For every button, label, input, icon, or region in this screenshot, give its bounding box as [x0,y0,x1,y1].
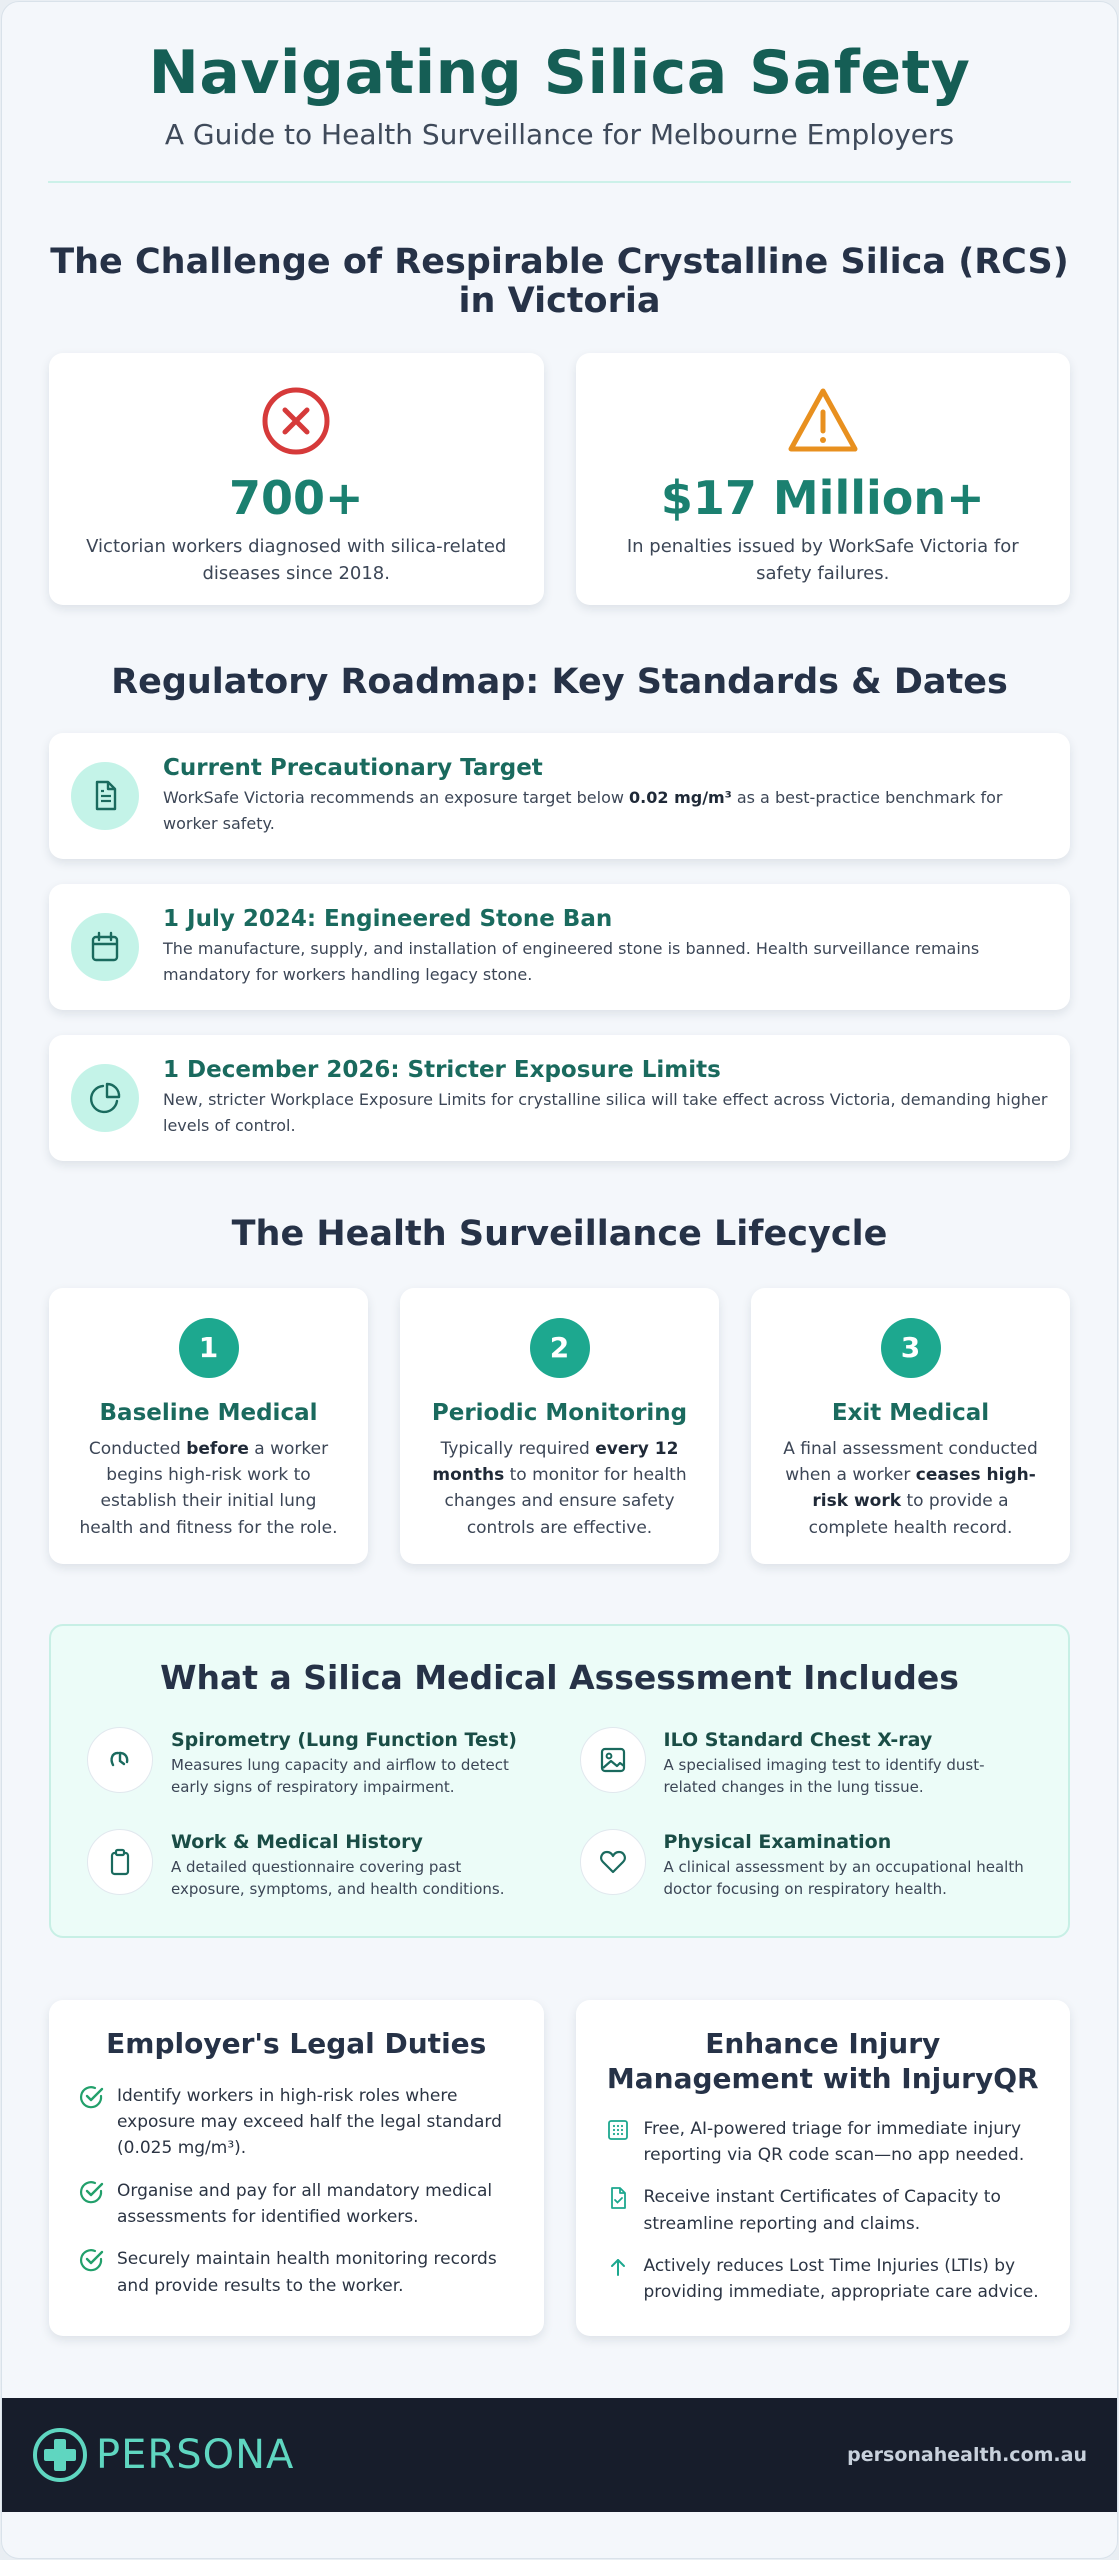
assessment-item-spirometry [87,1727,540,1799]
roadmap-list [49,733,1070,1161]
certificate-icon [606,2186,630,2210]
roadmap-heading: Regulatory Roadmap: Key Standards & Dates [111,662,1008,703]
roadmap-item-precautionary-target [49,733,1070,859]
stat-card-diagnoses [49,353,544,605]
bottom-cards [49,2000,1070,2336]
x-circle-icon [260,385,332,457]
assessment-item-xray [580,1727,1033,1799]
duty-item [79,2178,514,2231]
document-icon [88,779,122,813]
heart-icon [580,1829,646,1895]
warning-triangle-icon [787,385,859,457]
injuryqr-card [576,2000,1071,2336]
lifecycle-steps [49,1288,1070,1564]
assessment-item-body: Measures lung capacity and airflow to detect early signs of respiratory impairment. [171,1755,509,1797]
lifecycle-heading: The Health Surveillance Lifecycle [231,1213,888,1254]
legal-duties-card [49,2000,544,2336]
step-number-badge: 1 [179,1318,239,1378]
step-description: Typically required every 12 months to monitor for health changes and ensure safety controls are effective. [432,1438,687,1538]
assessment-heading: What a Silica Medical Assessment Includes [160,1657,959,1697]
header-divider [48,181,1071,183]
roadmap-item-title: 1 December 2026: Stricter Exposure Limits [163,1056,721,1083]
roadmap-item-exposure-limits [49,1035,1070,1161]
roadmap-item-title: Current Precautionary Target [163,754,543,781]
assessment-item-body: A detailed questionnaire covering past exposure, symptoms, and health conditions. [171,1857,505,1899]
page-title: Navigating Silica Safety [148,38,971,108]
injuryqr-item [606,2184,1041,2237]
assessment-item-title: ILO Standard Chest X-ray [663,1728,933,1751]
assessment-item-body: A clinical assessment by an occupational health doctor focusing on respiratory health. [663,1857,1024,1899]
duty-text: Identify workers in high-risk roles where exposure may exceed half the legal standard (0.025 mg/m³). [117,2085,502,2159]
check-circle-icon [79,2179,105,2205]
lungs-icon [87,1727,153,1793]
arrow-up-icon [606,2255,630,2279]
road-icon-badge [71,1064,139,1132]
stat-description: Victorian workers diagnosed with silica-related diseases since 2018. [86,536,507,585]
qr-grid-icon [606,2118,630,2142]
page-subtitle: A Guide to Health Surveillance for Melbourne Employers [164,118,955,151]
challenge-stats [49,353,1070,605]
stat-value: 700+ [228,471,364,526]
infographic-page [1,1,1118,2559]
website-link[interactable]: personahealth.com.au [847,2444,1087,2466]
assessment-item-title: Spirometry (Lung Function Test) [171,1728,517,1751]
duty-text: Securely maintain health monitoring records and provide results to the worker. [117,2249,497,2296]
assessment-panel [49,1624,1070,1938]
assessment-item-body: A specialised imaging test to identify dust-related changes in the lung tissue. [663,1755,985,1797]
header [2,2,1117,151]
step-title: Baseline Medical [99,1399,318,1426]
roadmap-item-stone-ban [49,884,1070,1010]
assessment-item-title: Work & Medical History [171,1830,423,1853]
step-number-badge: 3 [881,1318,941,1378]
assessment-item-title: Physical Examination [663,1830,892,1853]
step-card-baseline [49,1288,368,1564]
injuryqr-text: Actively reduces Lost Time Injuries (LTIs) by providing immediate, appropriate care advice. [643,2256,1039,2303]
duty-text: Organise and pay for all mandatory medical assessments for identified workers. [117,2180,493,2228]
step-card-periodic [400,1288,719,1564]
step-card-exit [751,1288,1070,1564]
injuryqr-list [606,2116,1041,2306]
persona-logo[interactable] [32,2427,294,2483]
pie-chart-icon [88,1081,122,1115]
stat-value: $17 Million+ [660,471,985,526]
roadmap-item-body: New, stricter Workplace Exposure Limits for crystalline silica will take effect across Victoria, demanding higher levels of control. [163,1089,1048,1135]
step-title: Exit Medical [831,1399,990,1426]
legal-duties-heading: Employer's Legal Duties [106,2026,487,2060]
injuryqr-item [606,2116,1041,2169]
assessment-item-history [87,1829,540,1901]
roadmap-item-title: 1 July 2024: Engineered Stone Ban [163,905,613,932]
clipboard-icon [87,1829,153,1895]
stat-card-penalties [576,353,1071,605]
step-title: Periodic Monitoring [431,1399,688,1426]
duty-list [79,2083,514,2299]
stat-description: In penalties issued by WorkSafe Victoria for safety failures. [626,536,1019,585]
duty-item [79,2083,514,2162]
calendar-icon [88,930,122,964]
assessment-grid [87,1727,1032,1901]
injuryqr-heading: Enhance Injury Management with InjuryQR [606,2026,1039,2095]
check-circle-icon [79,2247,105,2273]
step-description: Conducted before a worker begins high-risk work to establish their initial lung health and fitness for the role. [79,1438,338,1538]
duty-item [79,2246,514,2299]
challenge-heading: The Challenge of Respirable Crystalline Silica (RCS) in Victoria [50,242,1069,322]
road-icon-badge [71,913,139,981]
injuryqr-text: Free, AI-powered triage for immediate injury reporting via QR code scan—no app needed. [643,2118,1025,2166]
assessment-item-physical [580,1829,1033,1901]
injuryqr-item [606,2253,1041,2306]
medical-cross-logo-icon [32,2427,88,2483]
roadmap-item-body: WorkSafe Victoria recommends an exposure target below 0.02 mg/m³ as a best-practice benchmark for worker safety. [163,787,1003,833]
step-description: A final assessment conducted when a worker ceases high-risk work to provide a complete health record. [783,1438,1038,1538]
footer [2,2398,1117,2512]
roadmap-item-body: The manufacture, supply, and installation of engineered stone is banned. Health surveillance remains mandatory for workers handling legacy stone. [163,938,980,984]
step-number-badge: 2 [530,1318,590,1378]
logo-wordmark: PERSONA [96,2432,295,2478]
road-icon-badge [71,762,139,830]
check-circle-icon [79,2084,105,2110]
image-icon [580,1727,646,1793]
injuryqr-text: Receive instant Certificates of Capacity to streamline reporting and claims. [643,2187,1001,2234]
